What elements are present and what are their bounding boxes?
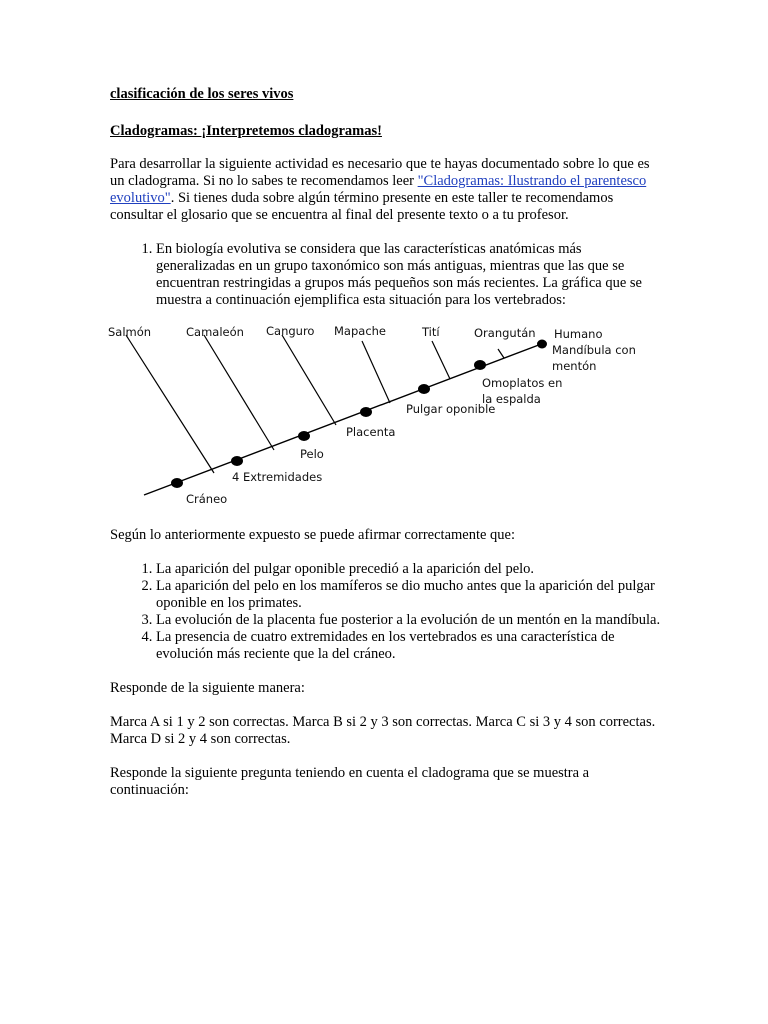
marking-instruction: Marca A si 1 y 2 son correctas. Marca B si 2 y 3 son correctas. Marca C si 3 y 4 son correctas. Marca D si 2 y 4 son correctas.	[110, 714, 656, 747]
taxon-label: Mapache	[334, 324, 387, 338]
trait-label: Omoplatos en	[482, 376, 563, 390]
trait-label: Placenta	[346, 425, 396, 439]
lead-sentence: Según lo anteriormente expuesto se puede afirmar correctamente que:	[110, 527, 516, 543]
trait-label: Mandíbula con	[552, 343, 636, 357]
trait-label: Pulgar oponible	[406, 402, 496, 416]
section-heading: Cladogramas: ¡Interpretemos cladogramas!	[110, 123, 382, 139]
intro-text-1: Para desarrollar la siguiente actividad es necesario que te hayas documentado sobre lo que es un cladograma. Si no lo sabes te recomendamos leer	[110, 156, 650, 189]
intro-text-2: . Si tienes duda sobre algún término presente en este taller te recomendamos consultar el glosario que se encuentra al final del presente texto o a tu profesor.	[110, 190, 614, 223]
option-item-3: 3. La evolución de la placenta fue posterior a la evolución de un mentón en la mandíbula.	[156, 612, 662, 629]
taxon-label: Canguro	[266, 324, 315, 338]
node-placenta	[360, 407, 372, 417]
branch-titi	[432, 341, 450, 379]
trait-label: mentón	[552, 359, 597, 373]
branch-camaleon	[204, 335, 274, 450]
trait-label: la espalda	[482, 392, 541, 406]
question-list	[110, 241, 662, 309]
document-title: clasificación de los seres vivos	[110, 86, 294, 102]
cladogram-article-link[interactable]: "Cladogramas: Ilustrando el parentesco evolutivo"	[110, 173, 647, 206]
taxon-label: Salmón	[108, 325, 152, 339]
taxon-label: Camaleón	[186, 325, 244, 339]
branch-canguro	[282, 335, 336, 425]
cladogram-figure	[104, 323, 656, 513]
question-item-1: 1. En biología evolutiva se considera que las características anatómicas más generalizadas en un grupo taxonómico son más antiguas, mientras que las que se encuentran restringidas a grupos más pequeños son más recientes. La gráfica que se muestra a continuación ejemplifica esta situación para los vertebrados:	[156, 241, 662, 309]
next-question-intro: Responde la siguiente pregunta teniendo en cuenta el cladograma que se muestra a continuación:	[110, 765, 590, 798]
trait-label: Cráneo	[186, 492, 228, 506]
node-pulgar	[418, 384, 430, 394]
taxon-label: Orangután	[474, 326, 536, 340]
option-item-2: 2. La aparición del pelo en los mamíferos se dio mucho antes que la aparición del pulgar oponible en los primates.	[156, 578, 662, 612]
taxon-label: Tití	[422, 325, 440, 339]
branch-salmon	[126, 335, 214, 473]
node-extremidades	[231, 456, 243, 466]
trait-label: 4 Extremidades	[232, 470, 323, 484]
options-list	[110, 561, 662, 663]
node-craneo	[171, 478, 183, 488]
document-page	[110, 86, 662, 816]
option-item-1: 1. La aparición del pulgar oponible precedió a la aparición del pelo.	[156, 561, 662, 578]
option-item-4: 4. La presencia de cuatro extremidades en los vertebrados es una característica de evolución más reciente que la del cráneo.	[156, 629, 662, 663]
node-pelo	[298, 431, 310, 441]
branch-mapache	[362, 341, 390, 403]
node-omoplatos	[474, 360, 486, 370]
taxon-label: Humano	[554, 327, 603, 341]
branch-orangutan	[498, 349, 504, 358]
node-menton	[537, 340, 547, 349]
respond-instruction: Responde de la siguiente manera:	[110, 680, 305, 696]
intro-paragraph	[110, 156, 662, 224]
trait-label: Pelo	[300, 447, 324, 461]
